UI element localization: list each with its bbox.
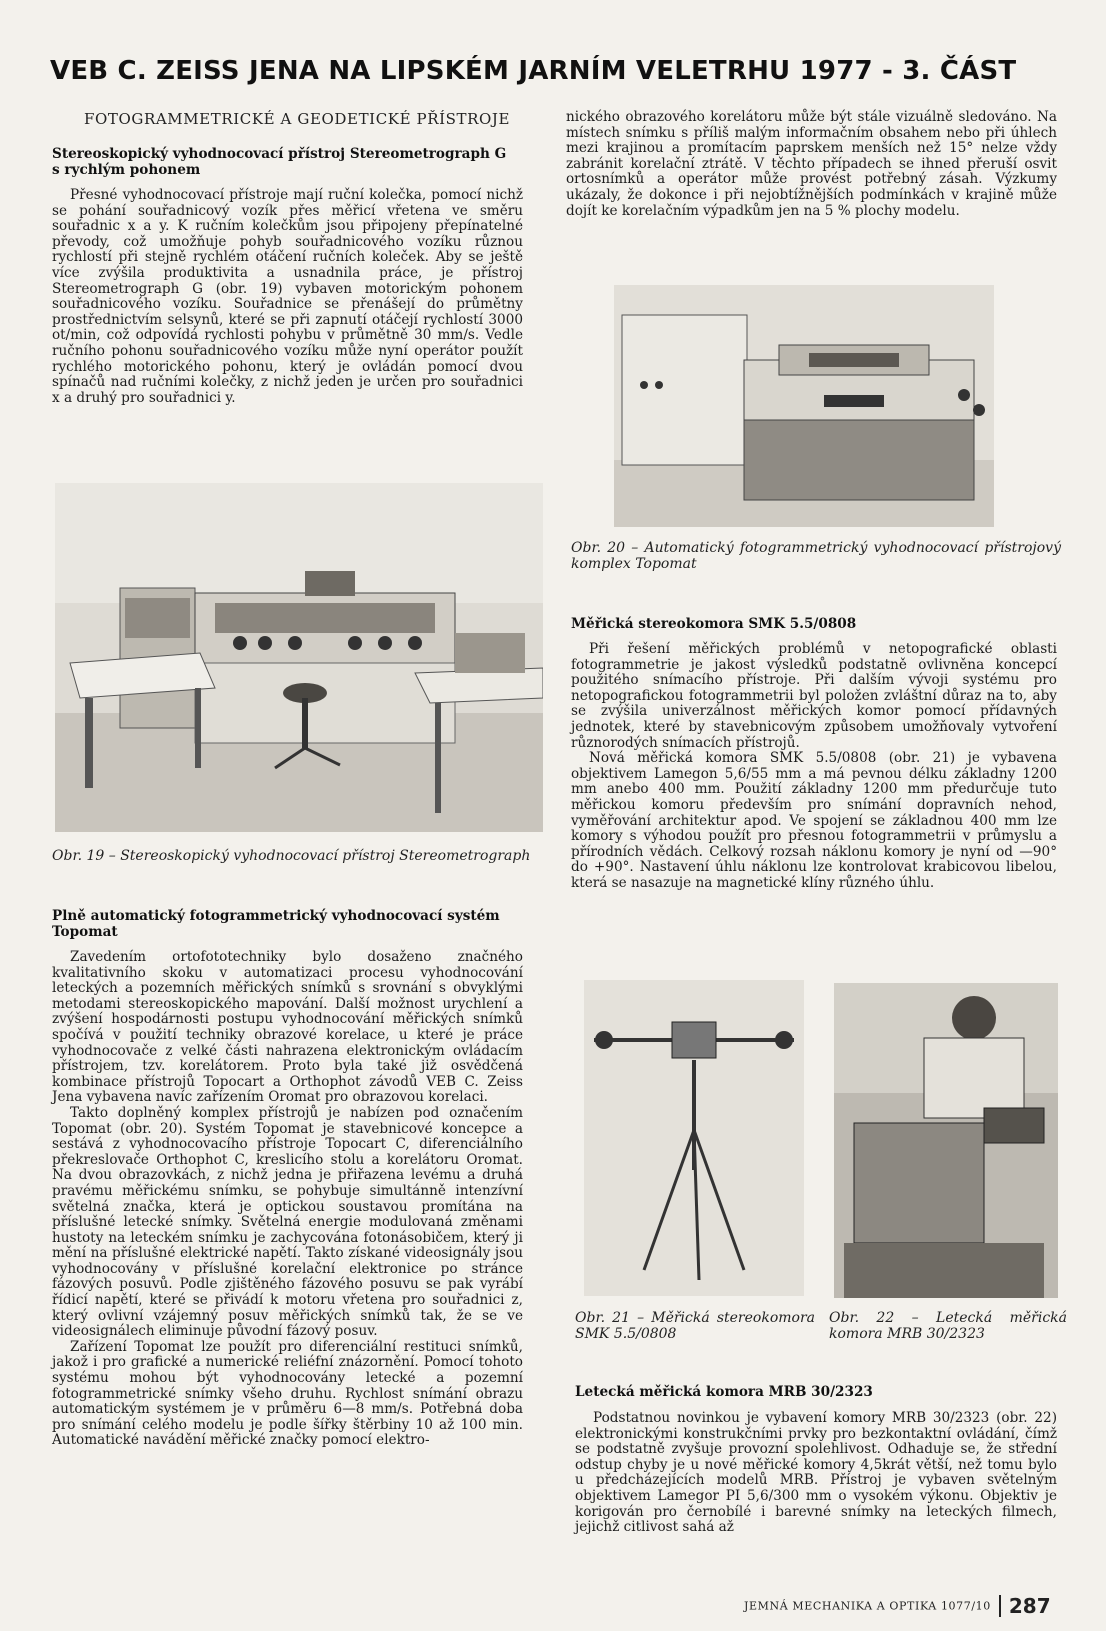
paragraph: Podstatnou novinkou je vybavení komory MRB 30/2323 (obr. 22) elektronickými konstrukčními prvky pro bezkontaktní ovládání, čímž se podstatně zvyšuje provozní spolehlivost. Odhaduje se, že střední odstup chyby je u nové měřické komory 4,5krát větší, než tomu bylo u předcházejících modelů MRB. Přístroj je vybaven světelným objektivem Lamegor PI 5,6/300 mm o vysokém výkonu. Objektiv je korigován pro černobílé i barevné snímky na leteckých filmech, jejichž citlivost sahá až xyxy=(575,1410,1057,1536)
figure-22-caption: Obr. 22 – Letecká měřická komora MRB 30/2323 xyxy=(829,1310,1067,1342)
section-banner: FOTOGRAMMETRICKÉ A GEODETICKÉ PŘÍSTROJE xyxy=(83,110,511,128)
figure-22-photo xyxy=(834,983,1058,1298)
paragraph: Zařízení Topomat lze použít pro diferenciální restituci snímků, jakož i pro grafické a numerické reliéfní znázornění. Pomocí tohoto systému mohou být vyhodnocovány letecké a pozemní fotogrammetrické snímky všeho druhu. Rychlost snímání obrazu automatickým systémem je v průměru 6—8 mm/s. Potřebná doba pro snímání celého modelu je podle šířky štěrbiny 10 až 100 min. Automatické navádění měřické značky pomocí elektro- xyxy=(52,1338,523,1449)
page-footer xyxy=(744,1594,1074,1618)
text-stereometrograph xyxy=(52,188,523,406)
page-number: 287 xyxy=(1008,1594,1051,1618)
heading-stereometrograph: Stereoskopický vyhodnocovací přístroj Stereometrograph G s rychlým pohonem xyxy=(52,146,507,178)
figure-19-caption: Obr. 19 – Stereoskopický vyhodnocovací přístroj Stereometrograph xyxy=(52,848,531,864)
heading-mrb: Letecká měřická komora MRB 30/2323 xyxy=(575,1384,873,1400)
text-mrb xyxy=(575,1411,1057,1536)
figure-20-photo xyxy=(614,285,994,527)
paragraph: Nová měřická komora SMK 5.5/0808 (obr. 21) je vybavena objektivem Lamegon 5,6/55 mm a má pevnou délku základny 1200 mm anebo 400 mm. Použití základny 1200 mm předurčuje tuto měřickou komoru především pro snímání dopravních nehod, vyměřování architektur apod. Ve spojení se základnou 400 mm lze komory s výhodou použít pro přesnou fotogrammetrii v průmyslu a přírodních vědách. Celkový rozsah náklonu komory je nyní od —90° do +90°. Nastavení úhlu náklonu lze kontrolovat krabicovou libelou, která se nasazuje na magnetické klíny různého úhlu. xyxy=(571,750,1057,891)
heading-smk: Měřická stereokomora SMK 5.5/0808 xyxy=(571,616,857,632)
figure-21-caption: Obr. 21 – Měřická stereokomora SMK 5.5/0808 xyxy=(575,1310,815,1342)
figure-21-photo xyxy=(584,980,804,1296)
text-continuation xyxy=(566,110,1057,219)
figure-20-caption: Obr. 20 – Automatický fotogrammetrický vyhodnocovací přístrojový komplex Topomat xyxy=(571,540,1061,572)
paragraph: Takto doplněný komplex přístrojů je nabízen pod označením Topomat (obr. 20). Systém Topomat je stavebnicové koncepce a sestává z vyhodnocovacího přístroje Topocart C, diferenciálního překreslovače Orthophot C, kreslicího stolu a korelátoru Oromat. Na dvou obrazovkách, z nichž jedna je přiřazena levému a druhá pravému měřickému snímku, se pohybuje simultánně intenzívní světelná značka, která je optickou soustavou promítána na příslušné letecké snímky. Světelná energie modulovaná změnami hustoty na leteckém snímku je zachycována fotonásobičem, který ji mění na příslušné elektrické napětí. Takto získané videosignály jsou vyhodnocovány v příslušné korelační elektronice po stránce fázových posuvů. Podle zjištěného fázového posuvu se pak vyrábí řídicí napětí, které se přivádí k motoru vřetena pro souřadnici z, který ovlivní vzájemný posuv měřických snímků tak, že se ve videosignálech eliminuje původní fázový posuv. xyxy=(52,1104,523,1340)
paragraph: Při řešení měřických problémů v netopografické oblasti fotogrammetrie je jakost výsledků podstatně ovlivněna koncepcí použitého snímacího přístroje. Při dalším vývoji systému pro netopografickou fotogrammetrii byl položen zvláštní důraz na to, aby se zvýšila univerzálnost měřických komor pomocí přídavných jednotek, které by stavebnicovým způsobem umožňovaly vytvoření různorodých snímacích přístrojů. xyxy=(571,641,1057,751)
text-topomat xyxy=(52,950,523,1449)
figure-19-photo xyxy=(55,483,543,832)
page-title: VEB C. ZEISS JENA NA LIPSKÉM JARNÍM VELETRHU 1977 - 3. ČÁST xyxy=(50,56,1017,86)
magazine-name: JEMNÁ MECHANIKA A OPTIKA 1077/10 xyxy=(744,1599,991,1613)
paragraph: Zavedením ortofototechniky bylo dosaženo značného kvalitativního skoku v automatizaci procesu vyhodnocování leteckých a pozemních měřických snímků s srovnání s obvyklými metodami stereoskopického mapování. Další možnost urychlení a zvýšení hospodárnosti postupu vyhodnocování měřických snímků spočívá v použití techniky obrazové korelace, u které je práce vyhodnocovače z velké části nahrazena elektronickým ovládacím přístrojem, tzv. korelátorem. Proto byla také již osvědčená kombinace přístrojů Topocart a Orthophot závodů VEB C. Zeiss Jena vybavena navíc zařízením Oromat pro obrazovou korelaci. xyxy=(52,949,523,1106)
footer-divider xyxy=(999,1595,1001,1617)
paragraph: Přesné vyhodnocovací přístroje mají ruční kolečka, pomocí nichž se pohání souřadnicový vozík přes měřicí vřetena ve směru souřadnic x a y. K ručním kolečkům jsou připojeny přepínatelné převody, což umožňuje pohyb souřadnicového vozíku různou rychlostí při stejně rychlém otáčení ručních koleček. Aby se ještě více zvýšila produktivita a usnadnila práce, je přístroj Stereometrograph G (obr. 19) vybaven motorickým pohonem souřadnicového vozíku. Souřadnice se přenášejí do průmětny prostřednictvím selsynů, které se při zapnutí otáčejí rychlostí 3000 ot/min, což odpovídá rychlosti pohybu v průmětně 30 mm/s. Vedle ručního pohonu souřadnicového vozíku může nyní operátor použít rychlého motorického pohonu, který je ovládán pomocí dvou spínačů nad ručními kolečky, z nichž jeden je určen pro souřadnici x a druhý pro souřadnici y. xyxy=(52,187,523,406)
text-smk xyxy=(571,642,1057,892)
heading-topomat: Plně automatický fotogrammetrický vyhodnocovací systém Topomat xyxy=(52,908,500,940)
paragraph: nického obrazového korelátoru může být stále vizuálně sledováno. Na místech snímku s příliš malým informačním obsahem nebo při úhlech mezi krajinou a promítacím paprskem menších než 15° nelze vždy zabránit korelační ztrátě. V těchto případech se ihned přeruší osvit ortosnímků a operátor může provést potřebný zásah. Výzkumy ukázaly, že dokonce i při nejobtížnějších podmínkách v krajině může dojít ke korelačním výpadkům jen na 5 % plochy modelu. xyxy=(566,109,1057,219)
